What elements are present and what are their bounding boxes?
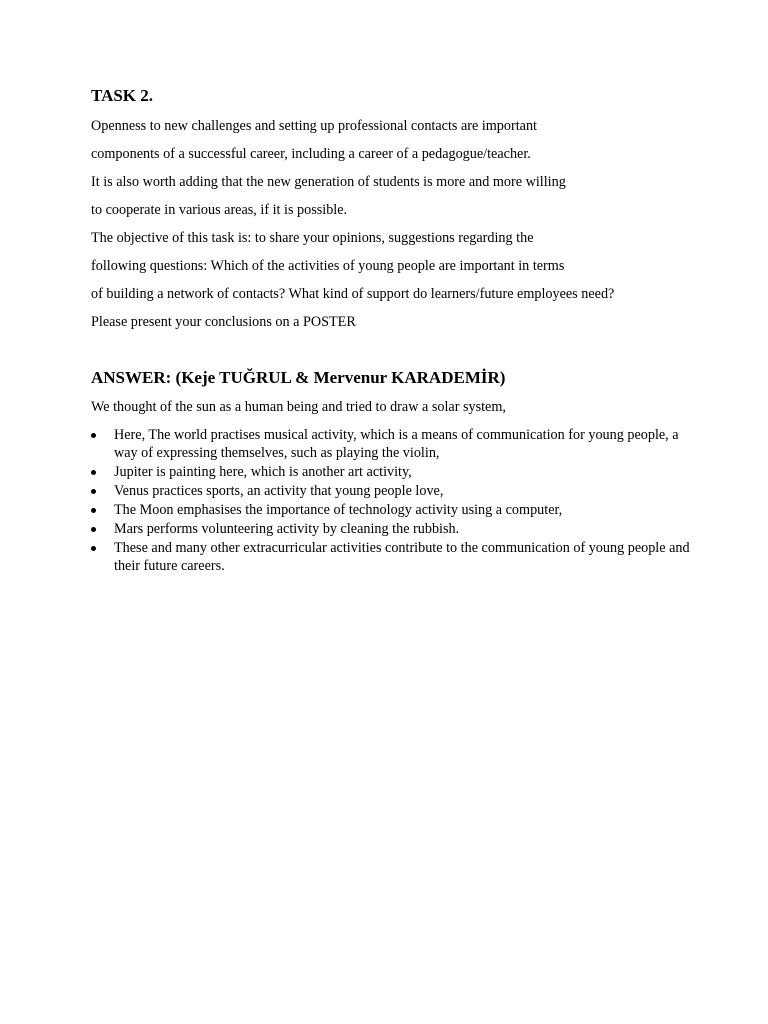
task-line-4: to cooperate in various areas, if it is possible. (91, 202, 348, 218)
list-item (91, 426, 691, 462)
bullet-icon (91, 470, 96, 475)
task-line-2: components of a successful career, including a career of a pedagogue/teacher. (91, 146, 531, 162)
list-item (91, 520, 691, 538)
bullet-text: Here, The world practises musical activity, which is a means of communication for young people, a way of expressing themselves, such as playing the violin, (114, 427, 679, 461)
answer-heading: ANSWER: (Keje TUĞRUL & Mervenur KARADEMİR) (91, 368, 506, 387)
task-line-5: The objective of this task is: to share your opinions, suggestions regarding the (91, 230, 534, 246)
bullet-text: These and many other extracurricular activities contribute to the communication of young people and their future careers. (114, 540, 690, 574)
bullet-icon (91, 489, 96, 494)
bullet-text: The Moon emphasises the importance of technology activity using a computer, (114, 502, 563, 518)
list-item (91, 463, 691, 481)
bullet-icon (91, 527, 96, 532)
task-line-6: following questions: Which of the activities of young people are important in terms (91, 258, 565, 274)
task-line-3: It is also worth adding that the new generation of students is more and more willing (91, 174, 566, 190)
bullet-text: Venus practices sports, an activity that young people love, (114, 483, 444, 499)
task-line-7: of building a network of contacts? What kind of support do learners/future employees need? (91, 286, 615, 302)
list-item (91, 539, 691, 575)
bullet-text: Jupiter is painting here, which is another art activity, (114, 464, 412, 480)
bullet-icon (91, 508, 96, 513)
bullet-text: Mars performs volunteering activity by cleaning the rubbish. (114, 521, 460, 537)
task-line-1: Openness to new challenges and setting up professional contacts are important (91, 118, 537, 134)
bullet-icon (91, 546, 96, 551)
task-line-8: Please present your conclusions on a POSTER (91, 314, 356, 330)
list-item (91, 501, 691, 519)
list-item (91, 482, 691, 500)
answer-bullet-list (91, 426, 691, 576)
answer-intro: We thought of the sun as a human being and tried to draw a solar system, (91, 399, 506, 415)
task-heading: TASK 2. (91, 86, 154, 105)
bullet-icon (91, 433, 96, 438)
